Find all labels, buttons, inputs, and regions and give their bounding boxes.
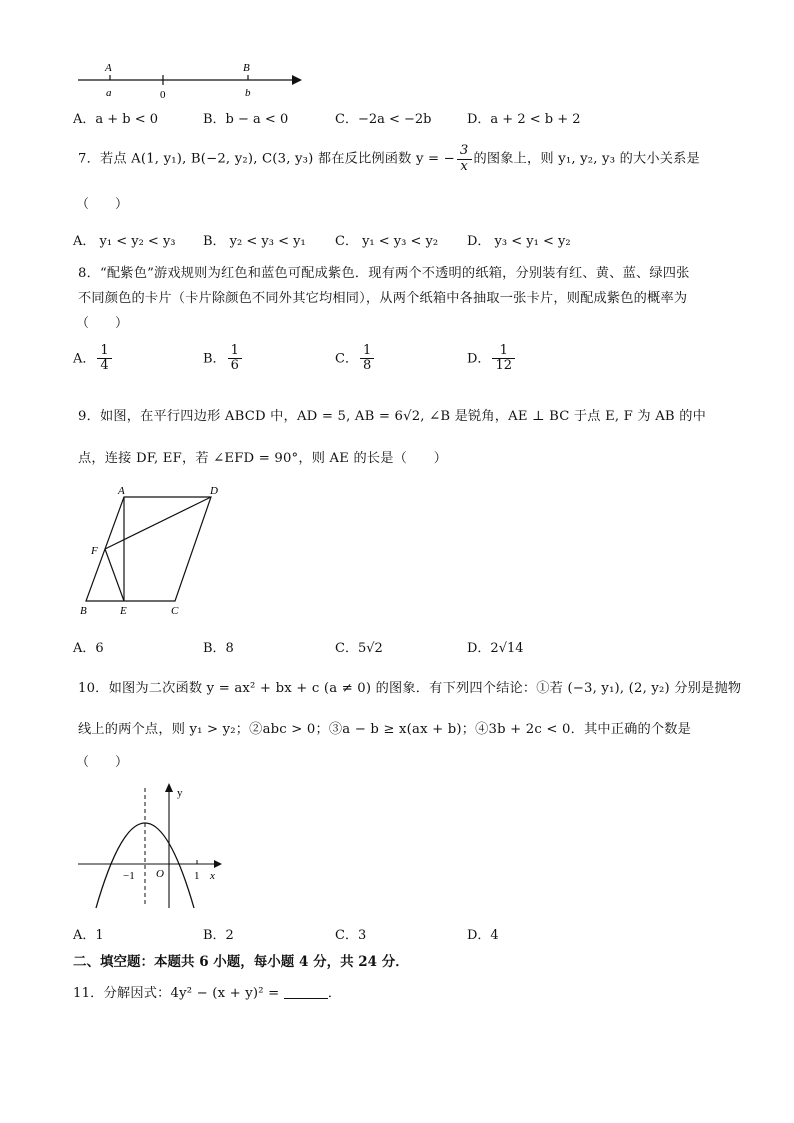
q6-option-d: D．a + 2 < b + 2 (467, 112, 581, 127)
y-axis-arrow (165, 783, 173, 792)
q7-frac-den: x (460, 158, 469, 174)
label-a: a (106, 87, 112, 99)
q9-option-a: A．6 (73, 641, 104, 656)
q7-fraction (457, 144, 472, 174)
label-zero: 0 (160, 89, 166, 101)
q9-option-d: D．2√14 (467, 641, 524, 656)
q9-option-c: C．5√2 (335, 641, 383, 656)
q10-paren: （ ） (76, 755, 129, 770)
vertex-d-label: D (210, 485, 218, 497)
q8-line1: 8．“配紫色”游戏规则为红色和蓝色可配成紫色．现有两个不透明的纸箱，分别装有红、黄、蓝、绿四张 (78, 266, 690, 281)
q10-option-a: A．1 (73, 928, 104, 943)
origin-label: O (156, 868, 164, 880)
segment-fe (105, 549, 124, 601)
q11-stem (73, 982, 341, 1001)
q10-option-c: C．3 (335, 928, 367, 943)
q10-option-d: D．4 (467, 928, 499, 943)
q6-option-c: C．−2a < −2b (335, 112, 432, 127)
x-axis-label: x (210, 870, 215, 882)
q11-answer-blank[interactable] (284, 986, 328, 999)
q7-option-b: B． y₂ < y₃ < y₁ (203, 234, 306, 249)
q11-tail: ． (327, 986, 342, 1001)
q8-option-a: A． $\frac{1}{4}$ (73, 344, 114, 374)
tick-neg1-label: −1 (123, 870, 135, 882)
q7-suffix: 的图象上，则 y₁, y₂, y₃ 的大小关系是 (473, 151, 700, 167)
label-A: A (105, 62, 112, 74)
section-2-heading: 二、填空题：本题共 6 小题，每小题 4 分，共 24 分． (73, 954, 409, 970)
q7-stem (78, 144, 700, 174)
vertex-f-label: F (91, 545, 98, 557)
x-axis-arrow (214, 860, 222, 868)
q8-paren: （ ） (76, 316, 129, 331)
vertex-e-label: E (120, 605, 127, 617)
vertex-c-label: C (171, 605, 179, 617)
q8-option-b: B． $\frac{1}{6}$ (203, 344, 244, 374)
q9-line1: 9．如图，在平行四边形 ABCD 中，AD = 5, AB = 6√2, ∠B 是锐角，AE ⊥ BC 于点 E, F 为 AB 的中 (78, 409, 706, 424)
vertex-b-label: B (80, 605, 87, 617)
q7-frac-num: 3 (457, 144, 472, 160)
q7-option-d: D． y₃ < y₁ < y₂ (467, 234, 571, 249)
vertex-a-label: A (118, 485, 125, 497)
tick-one-label: 1 (194, 870, 200, 882)
q8-option-d: D． $\frac{1}{12}$ (467, 344, 517, 374)
parallelogram-figure (78, 480, 238, 620)
q7-prefix: 7．若点 A(1, y₁), B(−2, y₂), C(3, y₃) 都在反比例函数 y = − (78, 151, 455, 167)
parallelogram-abcd (86, 497, 211, 601)
q10-line2: 线上的两个点，则 y₁ > y₂；②abc > 0；③a − b ≥ x(ax + b)；④3b + 2c < 0．其中正确的个数是 (78, 722, 692, 737)
q7-paren: （ ） (76, 197, 129, 212)
q8-option-c: C． $\frac{1}{8}$ (335, 344, 376, 374)
q8-line2: 不同颜色的卡片（卡片除颜色不同外其它均相同），从两个纸箱中各抽取一张卡片，则配成紫色的概率为 (78, 291, 688, 306)
q7-option-c: C． y₁ < y₃ < y₂ (335, 234, 439, 249)
parabola-graph (74, 778, 234, 913)
number-line-figure (70, 58, 310, 104)
y-axis-label: y (177, 787, 183, 799)
number-line-arrow (292, 75, 302, 85)
label-b: b (245, 87, 251, 99)
q11-text: 11．分解因式：4y² − (x + y)² = (73, 986, 280, 1001)
q10-option-b: B．2 (203, 928, 234, 943)
q6-option-a: A．a + b < 0 (73, 112, 159, 127)
label-B: B (243, 62, 250, 74)
q6-option-b: B．b − a < 0 (203, 112, 289, 127)
q7-option-a: A． y₁ < y₂ < y₃ (73, 234, 176, 249)
q9-line2: 点，连接 DF, EF，若 ∠EFD = 90°，则 AE 的长是（ ） (78, 451, 448, 466)
q10-line1: 10．如图为二次函数 y = ax² + bx + c (a ≠ 0) 的图象．有下列四个结论：①若 (−3, y₁), (2, y₂) 分别是抛物 (78, 681, 742, 696)
q9-option-b: B．8 (203, 641, 234, 656)
